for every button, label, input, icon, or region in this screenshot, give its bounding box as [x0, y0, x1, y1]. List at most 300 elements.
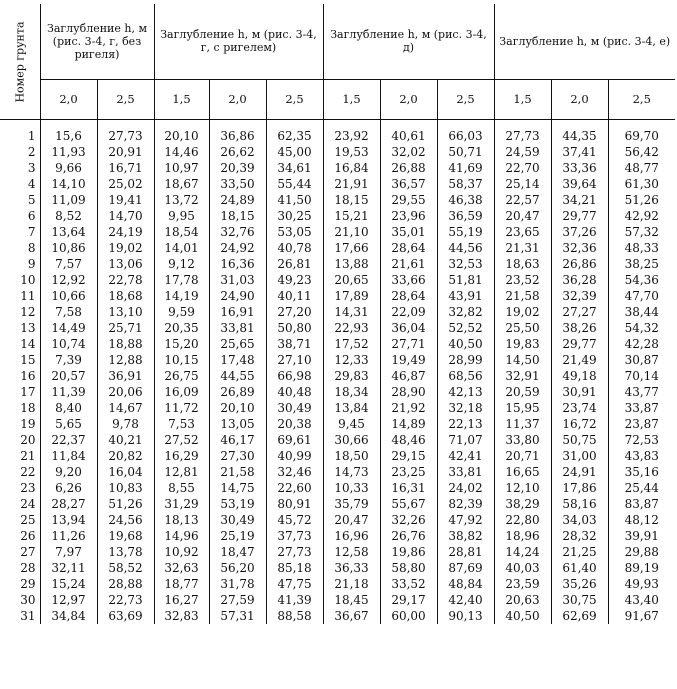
- value-cell: 44,56: [437, 240, 494, 256]
- value-cell: 19,83: [494, 336, 551, 352]
- table-row: [0, 448, 675, 464]
- value-cell: 40,48: [266, 384, 323, 400]
- spacer-cell: [40, 120, 97, 129]
- row-number-header-label: Номер грунта: [13, 20, 27, 103]
- value-cell: 66,98: [266, 368, 323, 384]
- value-cell: 36,57: [380, 176, 437, 192]
- value-cell: 13,88: [323, 256, 380, 272]
- value-cell: 34,03: [551, 512, 608, 528]
- value-cell: 28,32: [551, 528, 608, 544]
- value-cell: 35,26: [551, 576, 608, 592]
- table-row: [0, 480, 675, 496]
- value-cell: 33,81: [437, 464, 494, 480]
- spacer-cell: [437, 120, 494, 129]
- row-number: 15: [0, 352, 40, 368]
- value-cell: 13,10: [97, 304, 154, 320]
- spacer-cell: [323, 120, 380, 129]
- spacer-cell: [154, 120, 209, 129]
- table-row: [0, 128, 675, 144]
- value-cell: 8,52: [40, 208, 97, 224]
- value-cell: 18,67: [154, 176, 209, 192]
- value-cell: 14,73: [323, 464, 380, 480]
- value-cell: 9,78: [97, 416, 154, 432]
- value-cell: 18,54: [154, 224, 209, 240]
- value-cell: 61,30: [624, 177, 659, 191]
- value-cell: 21,49: [551, 352, 608, 368]
- value-cell: 12,10: [494, 480, 551, 496]
- row-number: 29: [0, 576, 40, 592]
- value-cell: 30,66: [323, 432, 380, 448]
- value-cell: 17,86: [551, 480, 608, 496]
- value-cell: 19,86: [380, 544, 437, 560]
- value-cell: 38,25: [624, 257, 659, 271]
- table-row: [0, 384, 675, 400]
- value-cell: 36,91: [97, 368, 154, 384]
- value-cell: 30,91: [551, 384, 608, 400]
- value-cell: 36,33: [323, 560, 380, 576]
- row-number: 25: [0, 512, 40, 528]
- value-cell: 12,92: [40, 272, 97, 288]
- value-cell: 27,71: [380, 336, 437, 352]
- value-cell: 29,83: [323, 368, 380, 384]
- table-row: [0, 496, 675, 512]
- value-cell: 12,58: [323, 544, 380, 560]
- row-number: 30: [0, 592, 40, 608]
- value-cell: 37,41: [551, 144, 608, 160]
- value-cell: 38,44: [624, 305, 659, 319]
- value-cell: 14,01: [154, 240, 209, 256]
- value-cell: 18,77: [154, 576, 209, 592]
- value-cell: 24,89: [209, 192, 266, 208]
- value-cell: 23,65: [494, 224, 551, 240]
- value-cell: 34,61: [266, 160, 323, 176]
- value-cell: 22,60: [266, 480, 323, 496]
- value-cell: 32,53: [437, 256, 494, 272]
- value-cell: 24,90: [209, 288, 266, 304]
- row-number: 31: [0, 608, 40, 624]
- value-cell: 18,88: [97, 336, 154, 352]
- value-cell: 32,76: [209, 224, 266, 240]
- value-cell: 21,58: [209, 464, 266, 480]
- value-cell: 88,58: [266, 608, 323, 624]
- table-row: [0, 352, 675, 368]
- table-row: [0, 432, 675, 448]
- value-cell: 18,47: [209, 544, 266, 560]
- value-cell: 11,72: [154, 400, 209, 416]
- value-cell: 18,68: [97, 288, 154, 304]
- value-cell: 48,46: [380, 432, 437, 448]
- value-cell: 38,26: [551, 320, 608, 336]
- row-number: 8: [0, 240, 40, 256]
- value-cell: 28,99: [437, 352, 494, 368]
- value-cell: 15,20: [154, 336, 209, 352]
- value-cell: 40,21: [97, 432, 154, 448]
- value-cell: 16,04: [97, 464, 154, 480]
- table-row: [0, 272, 675, 288]
- row-number: 27: [0, 544, 40, 560]
- value-cell: 46,87: [380, 368, 437, 384]
- table-row: [0, 464, 675, 480]
- value-cell: 29,77: [551, 336, 608, 352]
- value-cell: 24,59: [494, 144, 551, 160]
- value-cell: 26,89: [209, 384, 266, 400]
- value-cell: 12,88: [97, 352, 154, 368]
- value-cell: 14,49: [40, 320, 97, 336]
- table-row: [0, 576, 675, 592]
- value-cell: 42,13: [437, 384, 494, 400]
- spacer-cell: [551, 120, 608, 129]
- value-cell: 9,66: [40, 160, 97, 176]
- value-cell: 29,17: [380, 592, 437, 608]
- value-cell: 29,55: [380, 192, 437, 208]
- row-number: 16: [0, 368, 40, 384]
- value-cell: 49,93: [624, 577, 659, 591]
- value-cell: 55,19: [437, 224, 494, 240]
- value-cell: 45,72: [266, 512, 323, 528]
- value-cell: 21,10: [323, 224, 380, 240]
- value-cell: 35,79: [323, 496, 380, 512]
- value-cell: 22,13: [437, 416, 494, 432]
- value-cell: 91,67: [624, 609, 659, 623]
- table-row: [0, 304, 675, 320]
- value-cell: 36,59: [437, 208, 494, 224]
- row-number: 4: [0, 176, 40, 192]
- row-number: 1: [0, 128, 40, 144]
- value-cell: 22,93: [323, 320, 380, 336]
- value-cell: 21,61: [380, 256, 437, 272]
- value-cell: 63,69: [97, 608, 154, 624]
- row-number: 6: [0, 208, 40, 224]
- value-cell: 52,52: [437, 320, 494, 336]
- value-cell: 9,12: [154, 256, 209, 272]
- depth-header: 1,5: [323, 79, 380, 119]
- value-cell: 29,88: [624, 545, 659, 559]
- value-cell: 18,63: [494, 256, 551, 272]
- value-cell: 22,37: [40, 432, 97, 448]
- value-cell: 16,65: [494, 464, 551, 480]
- value-cell: 9,20: [40, 464, 97, 480]
- row-number: 11: [0, 288, 40, 304]
- value-cell: 89,19: [624, 561, 659, 575]
- value-cell: 11,93: [40, 144, 97, 160]
- value-cell: 10,86: [40, 240, 97, 256]
- value-cell: 30,75: [551, 592, 608, 608]
- value-cell: 21,31: [494, 240, 551, 256]
- value-cell: 30,25: [266, 208, 323, 224]
- depth-header: 2,5: [266, 79, 323, 119]
- value-cell: 32,02: [380, 144, 437, 160]
- value-cell: 41,50: [266, 192, 323, 208]
- value-cell: 27,52: [154, 432, 209, 448]
- row-number: 24: [0, 496, 40, 512]
- value-cell: 58,80: [380, 560, 437, 576]
- value-cell: 18,45: [323, 592, 380, 608]
- value-cell: 24,92: [209, 240, 266, 256]
- value-cell: 12,81: [154, 464, 209, 480]
- value-cell: 50,80: [266, 320, 323, 336]
- value-cell: 30,49: [209, 512, 266, 528]
- row-number: 3: [0, 160, 40, 176]
- value-cell: 5,65: [40, 416, 97, 432]
- value-cell: 16,29: [154, 448, 209, 464]
- value-cell: 7,53: [154, 416, 209, 432]
- value-cell: 11,37: [494, 416, 551, 432]
- depth-header: 1,5: [154, 79, 209, 119]
- value-cell: 20,38: [266, 416, 323, 432]
- value-cell: 22,70: [494, 160, 551, 176]
- value-cell: 20,59: [494, 384, 551, 400]
- table-row: [0, 176, 675, 192]
- value-cell: 18,50: [323, 448, 380, 464]
- value-cell: 62,35: [266, 128, 323, 144]
- value-cell: 27,20: [266, 304, 323, 320]
- table-row: [0, 608, 675, 624]
- value-cell: 43,83: [624, 449, 659, 463]
- row-number: 18: [0, 400, 40, 416]
- value-cell: 16,84: [323, 160, 380, 176]
- value-cell: 48,84: [437, 576, 494, 592]
- row-number: 5: [0, 192, 40, 208]
- value-cell: 83,87: [624, 497, 659, 511]
- value-cell: 53,05: [266, 224, 323, 240]
- value-cell: 40,78: [266, 240, 323, 256]
- soil-depth-table: [0, 4, 675, 624]
- value-cell: 24,56: [97, 512, 154, 528]
- value-cell: 38,82: [437, 528, 494, 544]
- value-cell: 56,20: [209, 560, 266, 576]
- value-cell: 31,03: [209, 272, 266, 288]
- value-cell: 14,10: [40, 176, 97, 192]
- table-row: [0, 400, 675, 416]
- value-cell: 72,53: [624, 433, 659, 447]
- value-cell: 19,49: [380, 352, 437, 368]
- value-cell: 20,06: [97, 384, 154, 400]
- value-cell: 51,26: [624, 193, 659, 207]
- value-cell: 7,58: [40, 304, 97, 320]
- value-cell: 23,96: [380, 208, 437, 224]
- value-cell: 39,91: [624, 529, 659, 543]
- value-cell: 62,69: [551, 608, 608, 624]
- value-cell: 28,90: [380, 384, 437, 400]
- value-cell: 49,23: [266, 272, 323, 288]
- value-cell: 33,81: [209, 320, 266, 336]
- value-cell: 34,21: [551, 192, 608, 208]
- row-number: 26: [0, 528, 40, 544]
- value-cell: 13,06: [97, 256, 154, 272]
- value-cell: 15,95: [494, 400, 551, 416]
- value-cell: 33,80: [494, 432, 551, 448]
- value-cell: 33,66: [380, 272, 437, 288]
- value-cell: 9,59: [154, 304, 209, 320]
- value-cell: 20,47: [323, 512, 380, 528]
- value-cell: 14,50: [494, 352, 551, 368]
- value-cell: 32,39: [551, 288, 608, 304]
- table-row: [0, 224, 675, 240]
- value-cell: 26,86: [551, 256, 608, 272]
- value-cell: 24,91: [551, 464, 608, 480]
- value-cell: 9,95: [154, 208, 209, 224]
- value-cell: 69,70: [624, 129, 659, 143]
- value-cell: 50,75: [551, 432, 608, 448]
- table-row: [0, 240, 675, 256]
- value-cell: 16,91: [209, 304, 266, 320]
- value-cell: 51,81: [437, 272, 494, 288]
- value-cell: 61,40: [551, 560, 608, 576]
- value-cell: 41,39: [266, 592, 323, 608]
- value-cell: 17,52: [323, 336, 380, 352]
- value-cell: 31,00: [551, 448, 608, 464]
- value-cell: 40,61: [380, 128, 437, 144]
- table-row: [0, 528, 675, 544]
- value-cell: 18,15: [209, 208, 266, 224]
- value-cell: 9,45: [323, 416, 380, 432]
- value-cell: 10,66: [40, 288, 97, 304]
- value-cell: 25,50: [494, 320, 551, 336]
- value-cell: 36,04: [380, 320, 437, 336]
- row-number: 20: [0, 432, 40, 448]
- table-row: [0, 592, 675, 608]
- depth-header: 1,5: [494, 79, 551, 119]
- spacer-cell: [0, 120, 40, 129]
- value-cell: 14,19: [154, 288, 209, 304]
- value-cell: 24,02: [437, 480, 494, 496]
- table-row: [0, 256, 675, 272]
- value-cell: 28,88: [97, 576, 154, 592]
- group-header-3: Заглубление h, м (рис. 3-4, д): [323, 4, 494, 79]
- spacer-cell: [97, 120, 154, 129]
- value-cell: 18,13: [154, 512, 209, 528]
- depth-header: 2,5: [97, 79, 154, 119]
- value-cell: 8,55: [154, 480, 209, 496]
- value-cell: 7,57: [40, 256, 97, 272]
- value-cell: 82,39: [437, 496, 494, 512]
- value-cell: 13,84: [323, 400, 380, 416]
- spacer-cell: [608, 120, 675, 129]
- value-cell: 20,65: [323, 272, 380, 288]
- value-cell: 8,40: [40, 400, 97, 416]
- spacer-cell: [380, 120, 437, 129]
- value-cell: 23,74: [551, 400, 608, 416]
- group-header-1: Заглубление h, м (рис. 3-4, г, без ригеля): [40, 4, 154, 79]
- group-header-4: Заглубление h, м (рис. 3-4, е): [499, 34, 671, 48]
- table-row: [0, 512, 675, 528]
- row-number: 17: [0, 384, 40, 400]
- value-cell: 87,69: [437, 560, 494, 576]
- value-cell: 33,52: [380, 576, 437, 592]
- value-cell: 14,24: [494, 544, 551, 560]
- value-cell: 10,92: [154, 544, 209, 560]
- value-cell: 11,09: [40, 192, 97, 208]
- value-cell: 16,31: [380, 480, 437, 496]
- value-cell: 10,97: [154, 160, 209, 176]
- value-cell: 23,25: [380, 464, 437, 480]
- value-cell: 39,64: [551, 176, 608, 192]
- value-cell: 26,76: [380, 528, 437, 544]
- value-cell: 20,71: [494, 448, 551, 464]
- value-cell: 54,36: [624, 273, 659, 287]
- value-cell: 13,05: [209, 416, 266, 432]
- value-cell: 42,92: [624, 209, 659, 223]
- value-cell: 40,03: [494, 560, 551, 576]
- value-cell: 43,91: [437, 288, 494, 304]
- value-cell: 25,02: [97, 176, 154, 192]
- value-cell: 22,73: [97, 592, 154, 608]
- value-cell: 43,77: [624, 385, 659, 399]
- value-cell: 29,77: [551, 208, 608, 224]
- value-cell: 10,83: [97, 480, 154, 496]
- value-cell: 7,39: [40, 352, 97, 368]
- value-cell: 27,30: [209, 448, 266, 464]
- value-cell: 13,94: [40, 512, 97, 528]
- value-cell: 46,38: [437, 192, 494, 208]
- value-cell: 32,26: [380, 512, 437, 528]
- value-cell: 10,74: [40, 336, 97, 352]
- value-cell: 12,97: [40, 592, 97, 608]
- value-cell: 28,27: [40, 496, 97, 512]
- value-cell: 27,73: [97, 128, 154, 144]
- value-cell: 44,55: [209, 368, 266, 384]
- value-cell: 23,87: [624, 417, 659, 431]
- value-cell: 27,27: [551, 304, 608, 320]
- value-cell: 20,35: [154, 320, 209, 336]
- value-cell: 16,36: [209, 256, 266, 272]
- value-cell: 47,92: [437, 512, 494, 528]
- table-row: [0, 416, 675, 432]
- value-cell: 21,91: [323, 176, 380, 192]
- value-cell: 57,31: [209, 608, 266, 624]
- value-cell: 51,26: [97, 496, 154, 512]
- value-cell: 53,19: [209, 496, 266, 512]
- value-cell: 19,53: [323, 144, 380, 160]
- value-cell: 40,50: [437, 336, 494, 352]
- value-cell: 22,09: [380, 304, 437, 320]
- value-cell: 33,50: [209, 176, 266, 192]
- value-cell: 17,48: [209, 352, 266, 368]
- value-cell: 68,56: [437, 368, 494, 384]
- value-cell: 69,61: [266, 432, 323, 448]
- group-header-2: Заглубление h, м (рис. 3-4, г, с ригелем): [154, 4, 323, 79]
- value-cell: 19,02: [494, 304, 551, 320]
- value-cell: 19,02: [97, 240, 154, 256]
- depth-header: 2,0: [209, 79, 266, 119]
- value-cell: 14,75: [209, 480, 266, 496]
- value-cell: 54,32: [624, 321, 659, 335]
- value-cell: 23,52: [494, 272, 551, 288]
- value-cell: 14,70: [97, 208, 154, 224]
- value-cell: 19,41: [97, 192, 154, 208]
- value-cell: 25,65: [209, 336, 266, 352]
- value-cell: 40,99: [266, 448, 323, 464]
- value-cell: 10,33: [323, 480, 380, 496]
- value-cell: 22,80: [494, 512, 551, 528]
- value-cell: 23,59: [494, 576, 551, 592]
- value-cell: 42,28: [624, 337, 659, 351]
- value-cell: 15,6: [40, 128, 97, 144]
- row-number: 12: [0, 304, 40, 320]
- value-cell: 22,78: [97, 272, 154, 288]
- row-number-header: [0, 4, 40, 120]
- table-row: [0, 288, 675, 304]
- value-cell: 48,77: [624, 161, 659, 175]
- value-cell: 19,68: [97, 528, 154, 544]
- value-cell: 32,36: [551, 240, 608, 256]
- value-cell: 21,18: [323, 576, 380, 592]
- value-cell: 55,67: [380, 496, 437, 512]
- spacer-cell: [266, 120, 323, 129]
- row-number: 14: [0, 336, 40, 352]
- value-cell: 21,58: [494, 288, 551, 304]
- value-cell: 60,00: [380, 608, 437, 624]
